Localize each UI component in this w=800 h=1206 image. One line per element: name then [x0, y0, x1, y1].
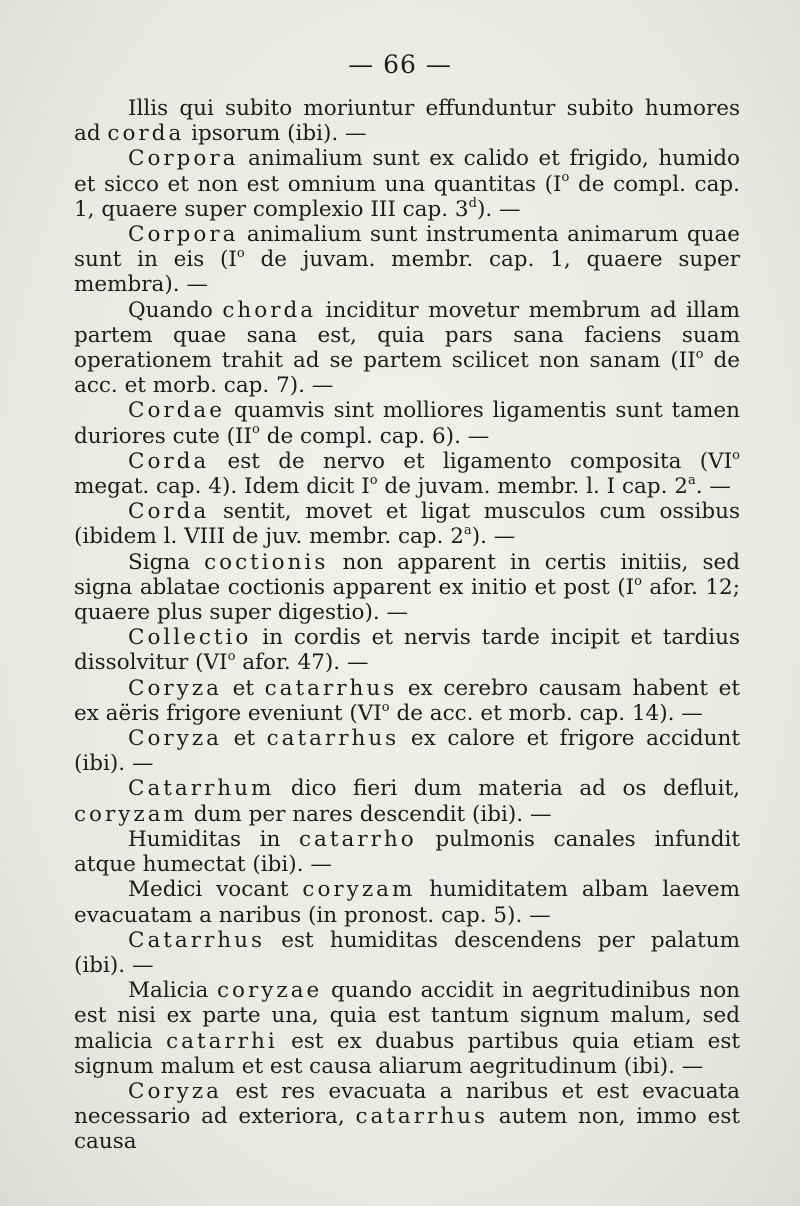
paragraph-10 [74, 676, 740, 726]
superscript: o [227, 649, 236, 665]
text-run: est de nervo et ligamento composita (VI [209, 448, 733, 474]
text-run: afor. 47). — [235, 650, 369, 676]
paragraph-17 [74, 1079, 740, 1155]
text-run: de compl. cap. 6). — [259, 423, 490, 449]
paragraph-11 [74, 726, 740, 776]
text-run: ipsorum (ibi). — [184, 121, 367, 147]
superscript: o [561, 170, 570, 186]
spaced-term: Catarrhum [128, 776, 275, 802]
text-run: . — [695, 474, 731, 500]
spaced-term: catarrhi [166, 1028, 278, 1054]
spaced-term: coryzam [302, 877, 416, 903]
spaced-term: Cordae [128, 398, 225, 424]
paragraph-15 [74, 928, 740, 978]
superscript: a [463, 523, 472, 539]
main-text [74, 96, 740, 1155]
text-run: ex calore et frigore accidunt (ibi). — [74, 726, 740, 777]
text-run: Medici vocant [128, 877, 303, 903]
text-run: animalium sunt instrumenta animarum quae sunt in eis (I [74, 222, 740, 273]
paragraph-12 [74, 776, 740, 826]
spaced-term: coryzam [74, 801, 187, 827]
text-run: quamvis sint molliores ligamentis sunt tamen duriores cute (II [74, 398, 740, 449]
spaced-term: catarrhus [266, 726, 400, 752]
page-number: — 66 — [348, 50, 452, 79]
paragraph-16 [74, 978, 740, 1079]
text-run: quando accidit in aegritudinibus non est nisi ex parte una, quia est tantum signum malum, sed malicia [74, 978, 740, 1054]
spaced-term: Corda [128, 499, 210, 525]
superscript: o [732, 447, 740, 463]
text-run: autem non, immo est causa [74, 1104, 740, 1155]
text-run: Malicia [128, 978, 217, 1004]
text-run: est res evacuata a naribus et est evacuata necessario ad exteriora, [74, 1078, 740, 1130]
paragraph-14 [74, 877, 740, 927]
spaced-term: corda [107, 121, 185, 147]
text-run: et [221, 675, 265, 701]
paragraph-1 [74, 96, 740, 146]
spaced-term: Collectio [128, 625, 252, 651]
text-run: ). — [471, 524, 516, 550]
spaced-term: catarrhus [264, 675, 398, 701]
superscript: a [687, 472, 696, 488]
superscript: o [634, 573, 642, 589]
superscript: o [236, 246, 245, 262]
superscript: o [695, 346, 704, 362]
text-run: de juvam. membr. l. I cap. 2 [377, 474, 688, 500]
spaced-term: coctionis [204, 549, 329, 575]
text-run: inciditur movetur membrum ad illam partem quae sana est, quia pars sana faciens suam operationem trahit ad se partem scilicet non sanam (II [74, 297, 740, 374]
spaced-term: Coryza [128, 726, 222, 752]
text-run: de compl. cap. 1, quaere super complexio III cap. 3 [74, 171, 740, 222]
text-run: ). — [476, 196, 521, 222]
paragraph-6 [74, 449, 740, 499]
superscript: d [468, 195, 477, 211]
spaced-term: coryzae [217, 978, 323, 1004]
text-run: animalium sunt ex calido et frigido, humido et sicco et non est omnium una quantitas (I [74, 146, 740, 197]
text-run: de acc. et morb. cap. 7). — [74, 348, 740, 399]
paragraph-13 [74, 827, 740, 877]
text-run: ex cerebro causam habent et ex aëris frigore eveniunt (VI [74, 675, 740, 726]
text-run: de acc. et morb. cap. 14). — [389, 700, 703, 726]
spaced-term: catarrho [299, 826, 417, 852]
spaced-term: Coryza [128, 1078, 222, 1104]
superscript: o [252, 422, 260, 438]
text-run: afor. 12; quaere plus super digestio). — [74, 574, 740, 626]
paragraph-5 [74, 398, 740, 448]
paragraph-3 [74, 222, 740, 298]
superscript: o [369, 472, 378, 488]
text-run: sentit, movet et ligat musculos cum ossibus (ibidem l. VIII de juv. membr. cap. 2 [74, 499, 740, 550]
spaced-term: chorda [222, 297, 317, 323]
paragraph-7 [74, 499, 740, 549]
spaced-term: Coryza [128, 675, 222, 701]
spaced-term: Corpora [128, 146, 239, 172]
spaced-term: Corda [128, 448, 210, 474]
text-run: dum per nares descendit (ibi). — [186, 801, 552, 827]
text-run: non apparent in certis initiis, sed signa ablatae coctionis apparent ex initio et post (I [74, 549, 740, 600]
superscript: o [381, 699, 390, 715]
text-run: et [221, 726, 267, 752]
text-run: dico fieri dum materia ad os defluit, [274, 776, 740, 802]
paragraph-8 [74, 550, 740, 626]
spaced-term: catarrhus [355, 1104, 489, 1130]
text-run: Quando [128, 297, 223, 323]
spaced-term: Catarrhus [128, 927, 266, 953]
text-run: humiditatem albam laevem evacuatam a naribus (in pronost. cap. 5). — [74, 877, 740, 928]
text-run: Humiditas in [128, 826, 300, 852]
text-run: in cordis et nervis tarde incipit et tardius dissolvitur (VI [74, 625, 740, 676]
text-run: de juvam. membr. cap. 1, quaere super membra). — [74, 247, 740, 298]
text-run: est humiditas descendens per palatum (ibi). — [74, 927, 740, 978]
paragraph-9 [74, 625, 740, 675]
paragraph-2 [74, 146, 740, 222]
text-run: megat. cap. 4). Idem dicit I [74, 474, 370, 500]
text-run: pulmonis canales infundit atque humectat (ibi). — [74, 826, 741, 878]
text-run: Illis qui subito moriuntur effunduntur subito humores ad [74, 96, 740, 147]
spaced-term: Corpora [128, 222, 239, 248]
text-run: Signa [128, 549, 205, 575]
text-run: est ex duabus partibus quia etiam est signum malum et est causa aliarum aegritudinum (ibi). — [74, 1028, 741, 1079]
paragraph-4 [74, 298, 740, 399]
